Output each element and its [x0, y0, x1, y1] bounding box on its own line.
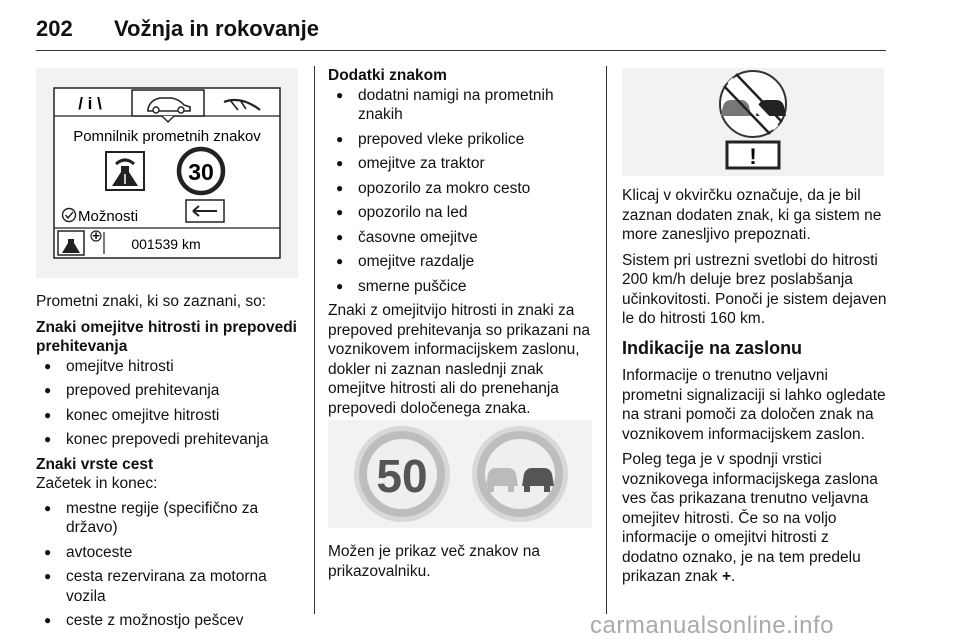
- page-number: 202: [36, 16, 73, 41]
- exclamation-icon: !: [749, 144, 757, 169]
- list-item: ● konec omejitve hitrosti: [36, 406, 298, 426]
- paragraph-text: Poleg tega je v spodnji vrstici voznikovega informacijskega zaslona ves čas prikazana trenutno veljavna omejitev hitrosti. Če so na voljo informacije o omejitvi hitrosti z dodatno oznako, je na tem predelu prikazan znak: [622, 451, 878, 585]
- odometer-value: 001539 km: [131, 236, 201, 252]
- plus-symbol: +: [721, 568, 732, 585]
- column-middle-bottom: [328, 542, 592, 587]
- list-item: ● avtoceste: [36, 543, 298, 563]
- list-item: ● opozorilo na led: [328, 203, 592, 223]
- column-divider: [314, 66, 315, 614]
- end-no-overtaking-sign: [622, 68, 884, 176]
- page-header: [36, 10, 886, 51]
- speed-sign-value: 50: [376, 450, 428, 502]
- watermark: carmanualsonline.info: [590, 612, 834, 639]
- list-item: ● časovne omejitve: [328, 228, 592, 248]
- paragraph: Klicaj v okvirčku označuje, da je bil zaznan dodaten znak, ki ga sistem ne more zanesljivo prepoznati.: [622, 187, 882, 243]
- section-title: Dodatki znakom: [328, 67, 447, 84]
- end-sign-illustration: [622, 68, 884, 176]
- column-middle: [328, 66, 592, 424]
- list-item: ● cesta rezervirana za motorna vozila: [36, 567, 298, 606]
- page-title: Vožnja in rokovanje: [114, 16, 319, 41]
- paragraph: Sistem pri ustrezni svetlobi do hitrosti 200 km/h deluje brez poslabšanja učinkovitosti. Ponoči je sistem dejaven le do hitrosti 160 km.: [622, 251, 887, 327]
- list-item: ● mestne regije (specifično za državo): [36, 499, 298, 538]
- section-intro: Začetek in konec:: [36, 475, 158, 492]
- tab-traffic-signs: [132, 90, 204, 116]
- figure-caption: Možen je prikaz več znakov na prikazovalniku.: [328, 543, 540, 580]
- display-illustration: [36, 68, 298, 278]
- list-item: ● omejitve za traktor: [328, 154, 592, 174]
- list-item: ● omejitve razdalje: [328, 252, 592, 272]
- paragraph-end: .: [731, 568, 736, 585]
- road-tab-label: / i \: [78, 94, 102, 113]
- list-item: ● smerne puščice: [328, 277, 592, 297]
- bullet-list: [328, 86, 592, 297]
- options-label: Možnosti: [78, 208, 139, 225]
- paragraph: Informacije o trenutno veljavni prometni signalizaciji si lahko ogledate na strani pomoči za določen znak na voznikovem informacijskem zaslon.: [622, 367, 886, 443]
- signs-illustration: [328, 420, 592, 528]
- section-title: Znaki vrste cest: [36, 455, 154, 473]
- section-heading: Indikacije na zaslonu: [622, 337, 803, 358]
- bullet-list: [36, 357, 298, 450]
- display-title: Pomnilnik prometnih znakov: [73, 128, 261, 145]
- list-item: ● omejitve hitrosti: [36, 357, 298, 377]
- speed-limit-value: 30: [188, 159, 214, 185]
- paragraph: [622, 450, 888, 587]
- list-item: ● dodatni namigi na prometnih znakih: [328, 86, 592, 125]
- column-right: [622, 186, 888, 593]
- list-item: ● ceste z možnostjo pešcev: [36, 611, 298, 631]
- figure-caption: Prometni znaki, ki so zaznani, so:: [36, 293, 267, 310]
- bullet-list: [36, 499, 298, 631]
- traffic-signs-image: [328, 420, 592, 528]
- paragraph: Znaki z omejitvijo hitrosti in znaki za prepoved prehitevanja so prikazani na voznikovem informacijskem zaslonu, dokler ni zaznan naslednji znak omejitve hitrosti ali do prenehanja prepovedi določenega znaka.: [328, 302, 590, 417]
- section-title: Znaki omejitve hitrosti in prepovedi prehitevanja: [36, 318, 297, 355]
- column-left: [36, 292, 298, 636]
- list-item: ● prepoved vleke prikolice: [328, 130, 592, 150]
- list-item: ● prepoved prehitevanja: [36, 381, 298, 401]
- driver-info-display: [36, 68, 298, 278]
- plus-icon: +: [92, 228, 100, 243]
- column-divider: [606, 66, 607, 614]
- list-item: ● opozorilo za mokro cesto: [328, 179, 592, 199]
- list-item: ● konec prepovedi prehitevanja: [36, 430, 298, 450]
